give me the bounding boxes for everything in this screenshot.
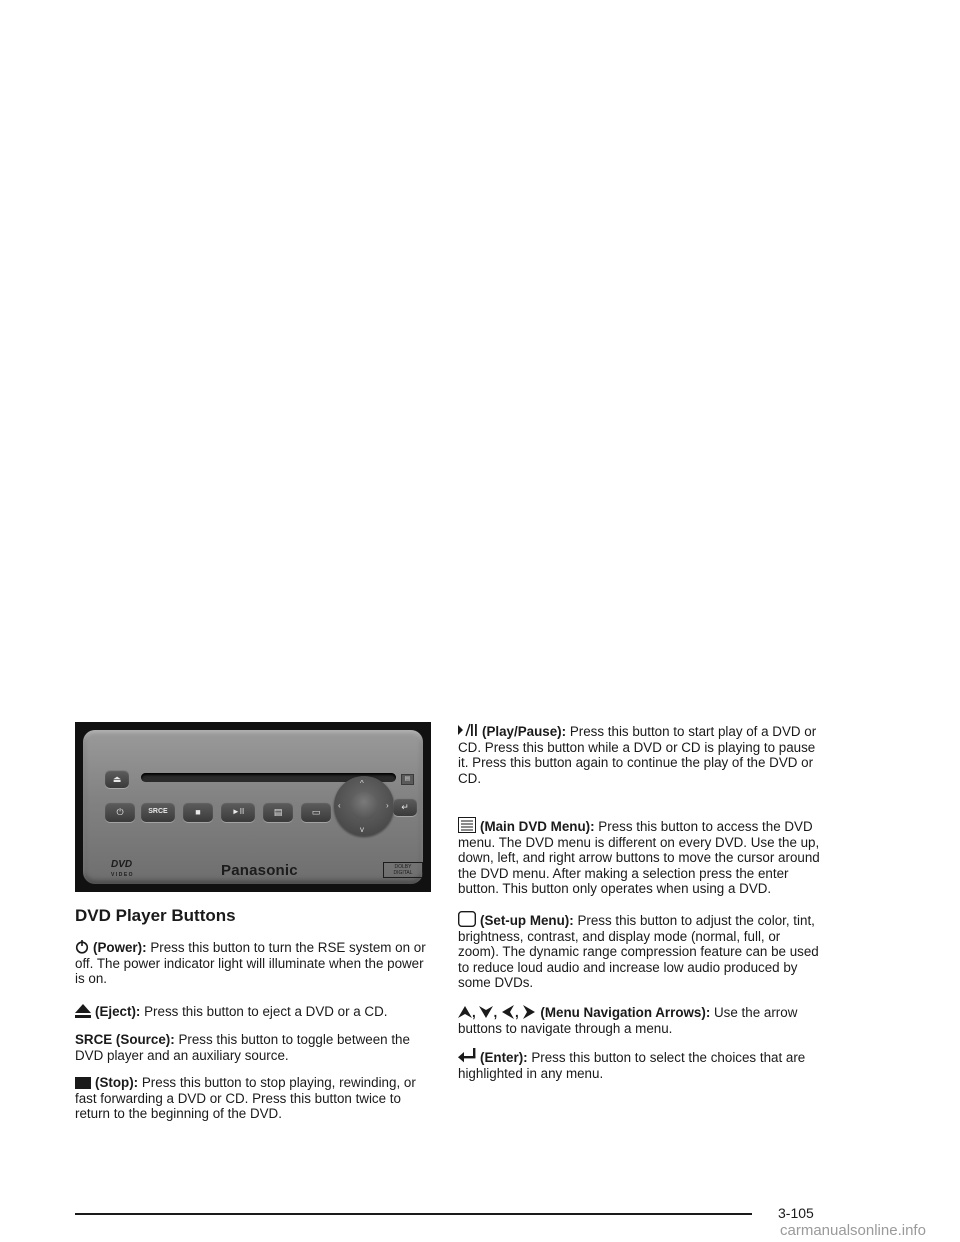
player-stop-button: ■ [183,802,213,822]
eject-description: Press this button to eject a DVD or a CD. [144,1004,388,1019]
entry-navigation [458,1005,820,1036]
source-term: SRCE (Source): [75,1032,175,1047]
footer-rule [75,1213,752,1215]
play-pause-term: (Play/Pause): [482,724,567,739]
player-srce-button: SRCE [141,802,175,822]
player-power-button: ⏻ [105,802,135,822]
stop-term: (Stop): [95,1075,139,1090]
enter-icon [458,1048,476,1064]
watermark: carmanualsonline.info [780,1222,926,1239]
brand-logo: Panasonic [221,862,298,879]
arrow-right-icon [522,1005,536,1019]
main-menu-term: (Main DVD Menu): [480,819,595,834]
power-description: Press this button to turn the RSE system on or off. The power indicator light will illuminate when the power is on. [75,940,426,986]
entry-power [75,940,431,987]
entry-eject [75,1004,431,1020]
enter-description: Press this button to select the choices that are highlighted in any menu. [458,1050,806,1081]
arrow-left-icon [501,1005,515,1019]
player-eject-button: ⏏ [105,770,129,788]
entry-source [75,1032,431,1063]
stop-icon [75,1075,91,1089]
entry-play-pause [458,722,820,786]
nav-right-arrow-icon: › [386,801,389,810]
source-description: Press this button to toggle between the DVD player and an auxiliary source. [75,1032,410,1063]
enter-term: (Enter): [480,1050,528,1065]
navigation-term: (Menu Navigation Arrows): [540,1005,711,1020]
menu-icon [458,817,476,833]
player-setup-button: ▭ [301,802,331,822]
entry-enter [458,1048,820,1081]
dvd-player-photo [75,722,431,892]
setup-menu-term: (Set-up Menu): [480,913,574,928]
stop-description: Press this button to stop playing, rewinding, or fast forwarding a DVD or CD. Press this button twice to return to the beginning of the DVD. [75,1075,416,1121]
arrow-down-icon [479,1005,493,1019]
dvd-logo-text: DVD [111,859,133,870]
nav-separator-1: , [472,1005,476,1020]
player-navigation-pad [334,776,394,836]
dvd-player-faceplate [83,730,423,884]
player-play-pause-button: ►II [221,802,255,822]
nav-separator-3: , [514,1005,519,1020]
section-title: DVD Player Buttons [75,906,236,925]
entry-main-menu [458,817,820,897]
dolby-digital-logo: DOLBY DIGITAL [383,862,423,878]
eject-term: (Eject): [95,1004,141,1019]
nav-separator-2: , [493,1005,498,1020]
setup-menu-description: Press this button to adjust the color, tint, brightness, contrast, and display mode (normal, full, or zoom). The dynamic range compression feature can be used to reduce loud audio and increase low audio produced by some DVDs. [458,913,819,990]
player-menu-button: ▤ [263,802,293,822]
page-number: 3-105 [778,1205,814,1221]
main-menu-description: Press this button to access the DVD menu. The DVD menu is different on every DVD. Use the up, down, left, and right arrow buttons to move the cursor around the DVD menu. After making a selection press the enter button. This button only operates when using a DVD. [458,819,820,896]
navigation-description: Use the arrow buttons to navigate through a menu. [458,1005,798,1036]
nav-down-arrow-icon: v [360,825,364,834]
power-term: (Power): [93,940,147,955]
arrow-up-icon [458,1005,472,1019]
entry-stop [75,1075,431,1122]
entry-setup-menu [458,911,820,991]
nav-left-arrow-icon: ‹ [338,801,341,810]
play-pause-icon [458,722,478,738]
eject-icon [75,1004,91,1018]
setup-icon [458,911,476,927]
video-logo-text: VIDEO [111,872,135,878]
nav-center-button [350,792,378,820]
nav-up-arrow-icon: ^ [360,779,364,788]
disc-indicator-icon: ▤ [401,774,414,785]
dvd-video-logo [111,860,134,880]
player-enter-button: ↵ [393,798,417,816]
play-pause-description: Press this button to start play of a DVD or CD. Press this button while a DVD or CD is playing to pause it. Press this button again to continue the play of the DVD or CD. [458,724,817,786]
power-icon [75,940,89,954]
